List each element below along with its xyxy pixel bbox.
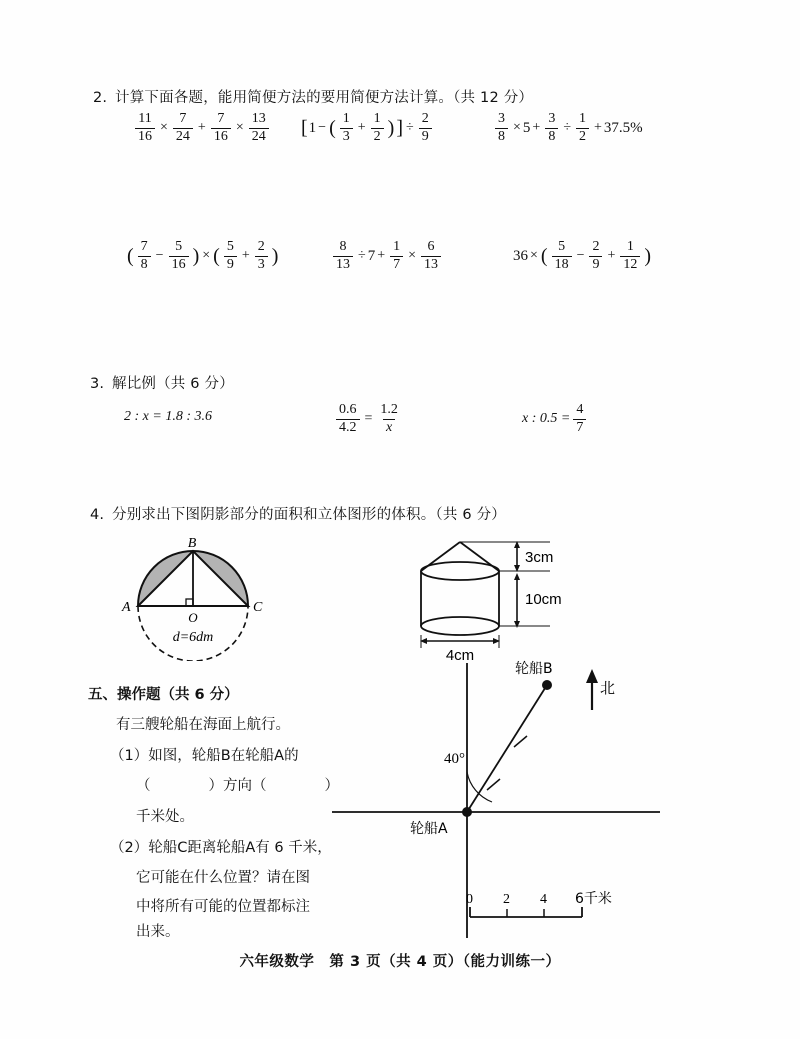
problem-2-row1-expr3	[492, 112, 643, 144]
question-2-line-2: 它可能在什么位置？请在图	[136, 870, 310, 886]
problem-3-expr2	[333, 403, 404, 435]
problem-2-row1-expr1	[132, 112, 272, 144]
scale-label-2: 2	[503, 892, 510, 907]
ship-a-point	[462, 807, 472, 817]
problem-3-expr3	[522, 403, 589, 435]
ship-a-label: 轮船A	[410, 821, 448, 837]
problem-2-row2-expr1	[126, 240, 279, 272]
label-a: A	[122, 600, 131, 615]
diameter-label: d=6dm	[172, 630, 214, 645]
fraction: $\frac{5}{16}$	[169, 240, 189, 272]
fraction: $\frac{11}{16}$	[135, 112, 155, 144]
fraction: $\frac{1}{12}$	[620, 240, 640, 272]
fraction: $\frac{7}{24}$	[173, 112, 193, 144]
number: 36	[513, 247, 528, 264]
cone-height-label: 3cm	[525, 549, 554, 566]
navigation-map-figure	[330, 655, 660, 945]
equals-sign: =	[364, 411, 373, 427]
problem-3-expr1	[124, 410, 212, 424]
cylinder-height-label: 10cm	[525, 591, 562, 608]
cylinder-top-ellipse	[421, 562, 499, 580]
ship-b-label: 轮船B	[515, 661, 553, 677]
fraction: $\frac{7}{16}$	[211, 112, 231, 144]
problem-4-heading	[90, 503, 506, 524]
operator: +	[594, 120, 602, 136]
operator: ×	[513, 120, 521, 136]
angle-arc	[467, 772, 492, 802]
percent-value: 37.5%	[603, 119, 643, 136]
problem-3-title: 解比例（共 6 分）	[112, 376, 234, 392]
distance-tick-2	[514, 736, 527, 747]
fraction: $\frac{6}{13}$	[421, 240, 441, 272]
fraction: $\frac{1.2}{x}$	[380, 402, 398, 435]
problem-2-row2-expr3	[513, 240, 652, 272]
operator: +	[197, 120, 206, 136]
operator: +	[532, 120, 541, 136]
operator: ×	[160, 120, 168, 136]
operator: ×	[202, 248, 211, 264]
left-bracket: [	[301, 117, 308, 140]
problem-4-number: 4.	[90, 507, 105, 523]
operator: ÷	[406, 120, 414, 136]
fraction: $\frac{2}{9}$	[419, 112, 432, 144]
number: 5	[522, 119, 531, 136]
problem-4-title: 分别求出下图阴影部分的面积和立体图形的体积。（共 6 分）	[112, 507, 506, 523]
right-angle-mark	[186, 599, 193, 606]
operator: −	[576, 248, 585, 264]
operator: ×	[235, 120, 244, 136]
question-2-line-1: （2）轮船C距离轮船A有 6 千米，	[110, 840, 332, 856]
problem-2-row1-expr2	[300, 112, 435, 144]
left-paren: (	[127, 245, 134, 268]
section-5-heading: 五、操作题（共 6 分）	[88, 687, 239, 703]
fraction: $\frac{8}{13}$	[333, 240, 353, 272]
problem-2-title: 计算下面各题，能用简便方法的要用简便方法计算。（共 12 分）	[115, 90, 534, 106]
arrow-head-down	[514, 621, 520, 628]
operator: +	[357, 120, 366, 136]
cylinder-bottom-ellipse	[421, 617, 499, 635]
section-5-intro: 有三艘轮船在海面上航行。	[116, 717, 290, 733]
fraction: $\frac{1}{2}$	[371, 112, 384, 144]
fraction: $\frac{1}{3}$	[340, 112, 353, 144]
angle-label: 40°	[444, 751, 465, 767]
operator: −	[155, 248, 164, 264]
problem-3-number: 3.	[90, 376, 105, 392]
left-paren: (	[540, 245, 548, 268]
label-c: C	[253, 600, 263, 615]
right-paren: )	[644, 245, 652, 268]
fraction: $\frac{13}{24}$	[249, 112, 269, 144]
scale-label-0: 0	[466, 892, 473, 907]
fraction: $\frac{2}{9}$	[589, 240, 602, 272]
fraction: $\frac{3}{8}$	[495, 112, 508, 144]
arrow-head-up	[514, 573, 520, 580]
fraction: $\frac{5}{18}$	[552, 240, 572, 272]
cylinder-cone-figure	[405, 536, 590, 661]
north-arrow-head	[586, 669, 598, 683]
diameter-label: 4cm	[445, 647, 475, 661]
question-1-line-1: （1）如图，轮船B在轮船A的	[110, 748, 299, 764]
number: 7	[367, 247, 376, 264]
problem-2-number: 2.	[93, 90, 108, 106]
right-paren: )	[387, 117, 395, 140]
operator: +	[241, 248, 250, 264]
footer-text: 六年级数学 第 3 页（共 4 页）（能力训练一）	[239, 954, 561, 970]
page-footer	[0, 950, 800, 971]
question-2-line-3: 中将所有可能的位置都标注	[136, 899, 310, 915]
operator: ÷	[563, 120, 571, 136]
right-paren: )	[192, 245, 200, 268]
operator: ×	[408, 248, 416, 264]
fraction: $\frac{0.6}{4.2}$	[336, 403, 360, 435]
fraction: $\frac{5}{9}$	[224, 240, 237, 272]
problem-3-heading	[90, 372, 234, 393]
circle-shaded-figure	[108, 536, 278, 661]
north-label: 北	[600, 679, 616, 697]
bearing-ray-a-to-b	[467, 685, 547, 812]
scale-label-6: 6千米	[575, 891, 612, 907]
ship-b-point	[542, 680, 552, 690]
fraction: $\frac{4}{7}$	[573, 403, 586, 435]
operator: ÷	[358, 248, 366, 264]
fraction: $\frac{2}{3}$	[255, 240, 268, 272]
left-paren: (	[329, 117, 336, 140]
distance-tick-1	[487, 779, 500, 790]
fraction: $\frac{7}{8}$	[138, 240, 151, 272]
question-1-line-2: （ ）方向（ ）	[136, 778, 339, 794]
right-bracket: ]	[396, 117, 403, 140]
question-1-line-3: 千米处。	[136, 809, 194, 825]
operator: −	[318, 120, 327, 136]
left-paren: (	[213, 245, 220, 268]
problem-2-heading	[93, 86, 533, 107]
label-b: B	[187, 536, 197, 551]
label-o: O	[188, 610, 198, 625]
scale-label-4: 4	[540, 892, 547, 907]
operator: ×	[530, 248, 538, 264]
operator: +	[377, 248, 386, 264]
proportion-lhs: x : 0.5 =	[522, 411, 571, 427]
fraction: $\frac{3}{8}$	[545, 112, 558, 144]
operator: +	[607, 248, 616, 264]
problem-2-row2-expr2	[330, 240, 444, 272]
number: 1	[308, 119, 317, 136]
right-paren: )	[271, 245, 279, 268]
proportion-equation: 2 : x = 1.8 : 3.6	[124, 409, 212, 424]
question-2-line-4: 出来。	[136, 924, 180, 940]
fraction: $\frac{1}{7}$	[390, 240, 403, 272]
fraction: $\frac{1}{2}$	[576, 112, 589, 144]
